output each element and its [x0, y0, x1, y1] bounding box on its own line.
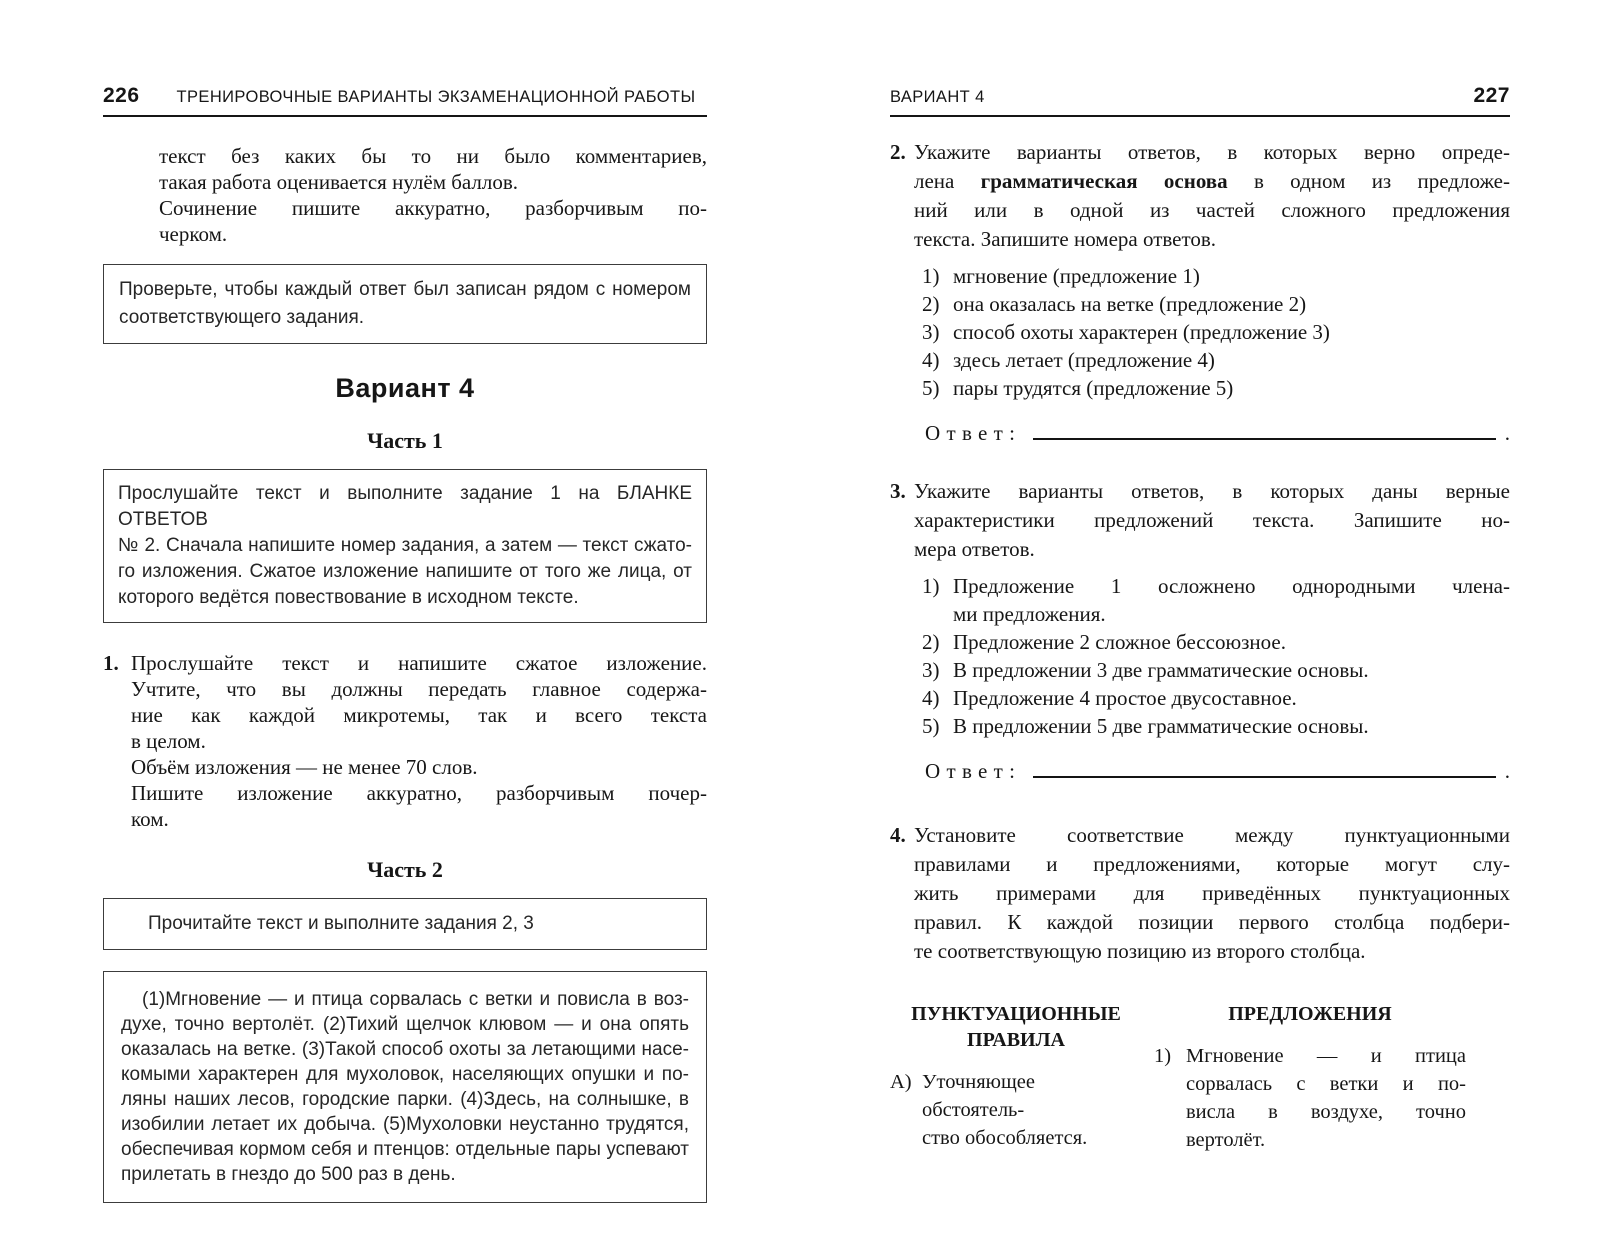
option-item	[922, 262, 1510, 290]
answer-period: .	[1504, 421, 1510, 445]
text-line: которого ведётся повествование в исходном тексте.	[118, 587, 579, 608]
option-text: мгновение (предложение 1)	[953, 264, 1200, 288]
text-line: Укажите варианты ответов, в которых верно опреде-	[914, 140, 1510, 164]
sentence-item-1	[1154, 1042, 1466, 1154]
right-page-header	[890, 84, 1510, 108]
option-item	[922, 374, 1510, 402]
option-text: способ охоты характерен (предложение 3)	[953, 320, 1330, 344]
text-line: мера ответов.	[914, 537, 1035, 561]
option-text: Предложение 2 сложное бессоюзное.	[953, 630, 1286, 654]
option-number: 5)	[922, 714, 940, 738]
option-item	[922, 346, 1510, 374]
text-line: ние как каждой микротемы, так и всего текста	[131, 703, 707, 727]
text-line: текста. Запишите номера ответов.	[914, 227, 1217, 251]
text-line: оказалась на ветке. (3)Такой способ охоты за летающими насе-	[121, 1039, 689, 1060]
right-running-title: ВАРИАНТ 4	[890, 88, 985, 106]
text-line: Предложение 1 осложнено однородными члена-	[953, 574, 1510, 598]
text-line: Прослушайте текст и выполните задание 1 на БЛАНКЕ ОТВЕТОВ	[118, 483, 692, 530]
text-line: такая работа оценивается нулём баллов.	[159, 170, 519, 194]
task-3	[890, 477, 1510, 564]
text-line: сорвалась с ветки и по-	[1186, 1073, 1466, 1095]
text-line: Установите соответствие между пунктуационными	[914, 823, 1510, 847]
task-2-text	[914, 138, 1510, 254]
option-number: 1)	[922, 574, 940, 598]
task-1	[103, 650, 707, 832]
task-2-answer-row	[925, 417, 1510, 446]
option-item	[922, 318, 1510, 346]
text-line: прилетать в гнездо до 500 раз в день.	[121, 1164, 456, 1185]
text-line: № 2. Сначала напишите номер задания, а затем — текст сжато-	[118, 535, 692, 556]
part-2-title: Часть 2	[367, 857, 443, 882]
option-item	[922, 656, 1510, 684]
rule-item-a	[890, 1068, 1142, 1152]
option-text: В предложении 3 две грамматические основы.	[953, 658, 1369, 682]
part-1-title: Часть 1	[367, 428, 443, 453]
header-line: ПУНКТУАЦИОННЫЕ	[911, 1003, 1121, 1025]
task-3-options	[922, 572, 1510, 740]
left-header-rule	[103, 115, 707, 117]
text-line: правил. К каждой позиции первого столбца подбери-	[914, 910, 1510, 934]
text-line: (1)Мгновение — и птица сорвалась с ветки и повисла в воз-	[142, 989, 689, 1010]
header-line: ПРЕДЛОЖЕНИЯ	[1228, 1003, 1392, 1025]
text-line: Укажите варианты ответов, в которых даны верные	[914, 479, 1510, 503]
task-4	[890, 821, 1510, 966]
left-page-header	[103, 84, 707, 108]
option-item	[922, 684, 1510, 712]
option-item	[922, 628, 1510, 656]
text-line: Сочинение пишите аккуратно, разборчивым по-	[159, 196, 707, 220]
text-line: Мгновение — и птица	[1186, 1045, 1466, 1067]
text-line: Объём изложения — не менее 70 слов.	[131, 755, 478, 779]
text-line: Учтите, что вы должны передать главное содержа-	[131, 677, 707, 701]
option-number: 3)	[922, 658, 940, 682]
text-line: обеспечивая кормом себя и птенцов: отдельные пары успевают	[121, 1139, 689, 1160]
text-line: комыми характерен для мухоловок, населяющих опушки и по-	[121, 1064, 689, 1085]
option-text: В предложении 5 две грамматические основы.	[953, 714, 1369, 738]
text-line: Пишите изложение аккуратно, разборчивым почер-	[131, 781, 707, 805]
answer-blank-line	[1033, 417, 1495, 440]
option-item	[922, 712, 1510, 740]
option-number: 3)	[922, 320, 940, 344]
task-2-options	[922, 262, 1510, 402]
text-line: ми предложения.	[953, 602, 1106, 626]
rule-text	[922, 1068, 1142, 1152]
punctuation-rules-column	[890, 1001, 1142, 1154]
left-running-title: ТРЕНИРОВОЧНЫЕ ВАРИАНТЫ ЭКЗАМЕНАЦИОННОЙ РАБОТЫ	[176, 88, 696, 106]
text-line: висла в воздухе, точно	[1186, 1101, 1466, 1123]
task-4-text	[914, 821, 1510, 966]
option-item	[922, 572, 1510, 628]
passage-text-box	[103, 971, 707, 1203]
answer-label: Ответ:	[925, 421, 1022, 445]
column-b-header	[1154, 1001, 1466, 1027]
text-line: правилами и предложениями, которые могут слу-	[914, 852, 1510, 876]
column-a-header	[890, 1001, 1142, 1053]
option-item	[922, 290, 1510, 318]
page-left	[103, 84, 707, 1203]
text-line: Прочитайте текст и выполните задания 2, 3	[148, 913, 534, 934]
option-number: 2)	[922, 292, 940, 316]
option-text: пары трудятся (предложение 5)	[953, 376, 1234, 400]
listening-instruction-box	[103, 469, 707, 623]
option-text: здесь летает (предложение 4)	[953, 348, 1215, 372]
variant-title: Вариант 4	[335, 373, 475, 403]
text-line: в целом.	[131, 729, 206, 753]
task-3-number: 3.	[890, 479, 906, 503]
text-line: Проверьте, чтобы каждый ответ был записан рядом с номером	[119, 279, 691, 300]
option-text: она оказалась на ветке (предложение 2)	[953, 292, 1307, 316]
text-line: ляны наших лесов, городские парки. (4)Здесь, на солнышке, в	[121, 1089, 689, 1110]
option-number: 2)	[922, 630, 940, 654]
task-3-answer-row	[925, 755, 1510, 784]
task-2	[890, 138, 1510, 254]
task-4-number: 4.	[890, 823, 906, 847]
text-line: черком.	[159, 222, 228, 246]
option-text	[953, 572, 1510, 628]
sentences-column	[1154, 1001, 1466, 1154]
text-line: го изложения. Сжатое изложение напишите от того же лица, от	[118, 561, 692, 582]
sentence-text	[1186, 1042, 1466, 1154]
option-text: Предложение 4 простое двусоставное.	[953, 686, 1297, 710]
task-2-number: 2.	[890, 140, 906, 164]
text-line: духе, точно вертолёт. (2)Тихий щелчок клювом — и она опять	[121, 1014, 689, 1035]
answer-period: .	[1504, 759, 1510, 783]
option-number: 4)	[922, 686, 940, 710]
reading-instruction-box	[103, 898, 707, 950]
task-3-text	[914, 477, 1510, 564]
text-segment: в одном из предложе-	[1253, 169, 1511, 193]
text-line: текст без каких бы то ни было комментариев,	[159, 144, 707, 168]
left-page-number: 226	[103, 84, 140, 107]
task-1-number: 1.	[103, 651, 119, 675]
row-marker: 1)	[1154, 1045, 1172, 1067]
task-1-text	[131, 650, 707, 832]
text-line: Уточняющее обстоятель-	[922, 1071, 1035, 1121]
right-header-rule	[890, 115, 1510, 117]
text-line: Прослушайте текст и напишите сжатое изложение.	[131, 651, 707, 675]
text-line: ство обособляется.	[922, 1127, 1088, 1149]
option-number: 1)	[922, 264, 940, 288]
text-line: ний или в одной из частей сложного предложения	[914, 198, 1510, 222]
bold-term: грамматическая основа	[980, 169, 1228, 193]
text-segment: лена	[914, 169, 955, 193]
text-line: вертолёт.	[1186, 1129, 1266, 1151]
check-answers-note-box	[103, 264, 707, 344]
text-line	[914, 167, 1510, 196]
text-line: характеристики предложений текста. Запишите но-	[914, 508, 1510, 532]
option-number: 5)	[922, 376, 940, 400]
header-line: ПРАВИЛА	[967, 1029, 1065, 1051]
right-page-number: 227	[1473, 84, 1510, 107]
text-line: те соответствующую позицию из второго столбца.	[914, 939, 1366, 963]
row-marker: А)	[890, 1071, 912, 1093]
page-right	[890, 84, 1510, 1154]
text-line: соответствующего задания.	[119, 307, 365, 328]
answer-blank-line	[1033, 755, 1495, 778]
intro-fragment-paragraph	[159, 143, 707, 247]
text-line: жить примерами для приведённых пунктуационных	[914, 881, 1510, 905]
answer-label: Ответ:	[925, 759, 1022, 783]
text-line: ком.	[131, 807, 169, 831]
text-line: изобилии летает их добыча. (5)Мухоловки неустанно трудятся,	[121, 1114, 689, 1135]
matching-table	[890, 1001, 1510, 1154]
option-number: 4)	[922, 348, 940, 372]
